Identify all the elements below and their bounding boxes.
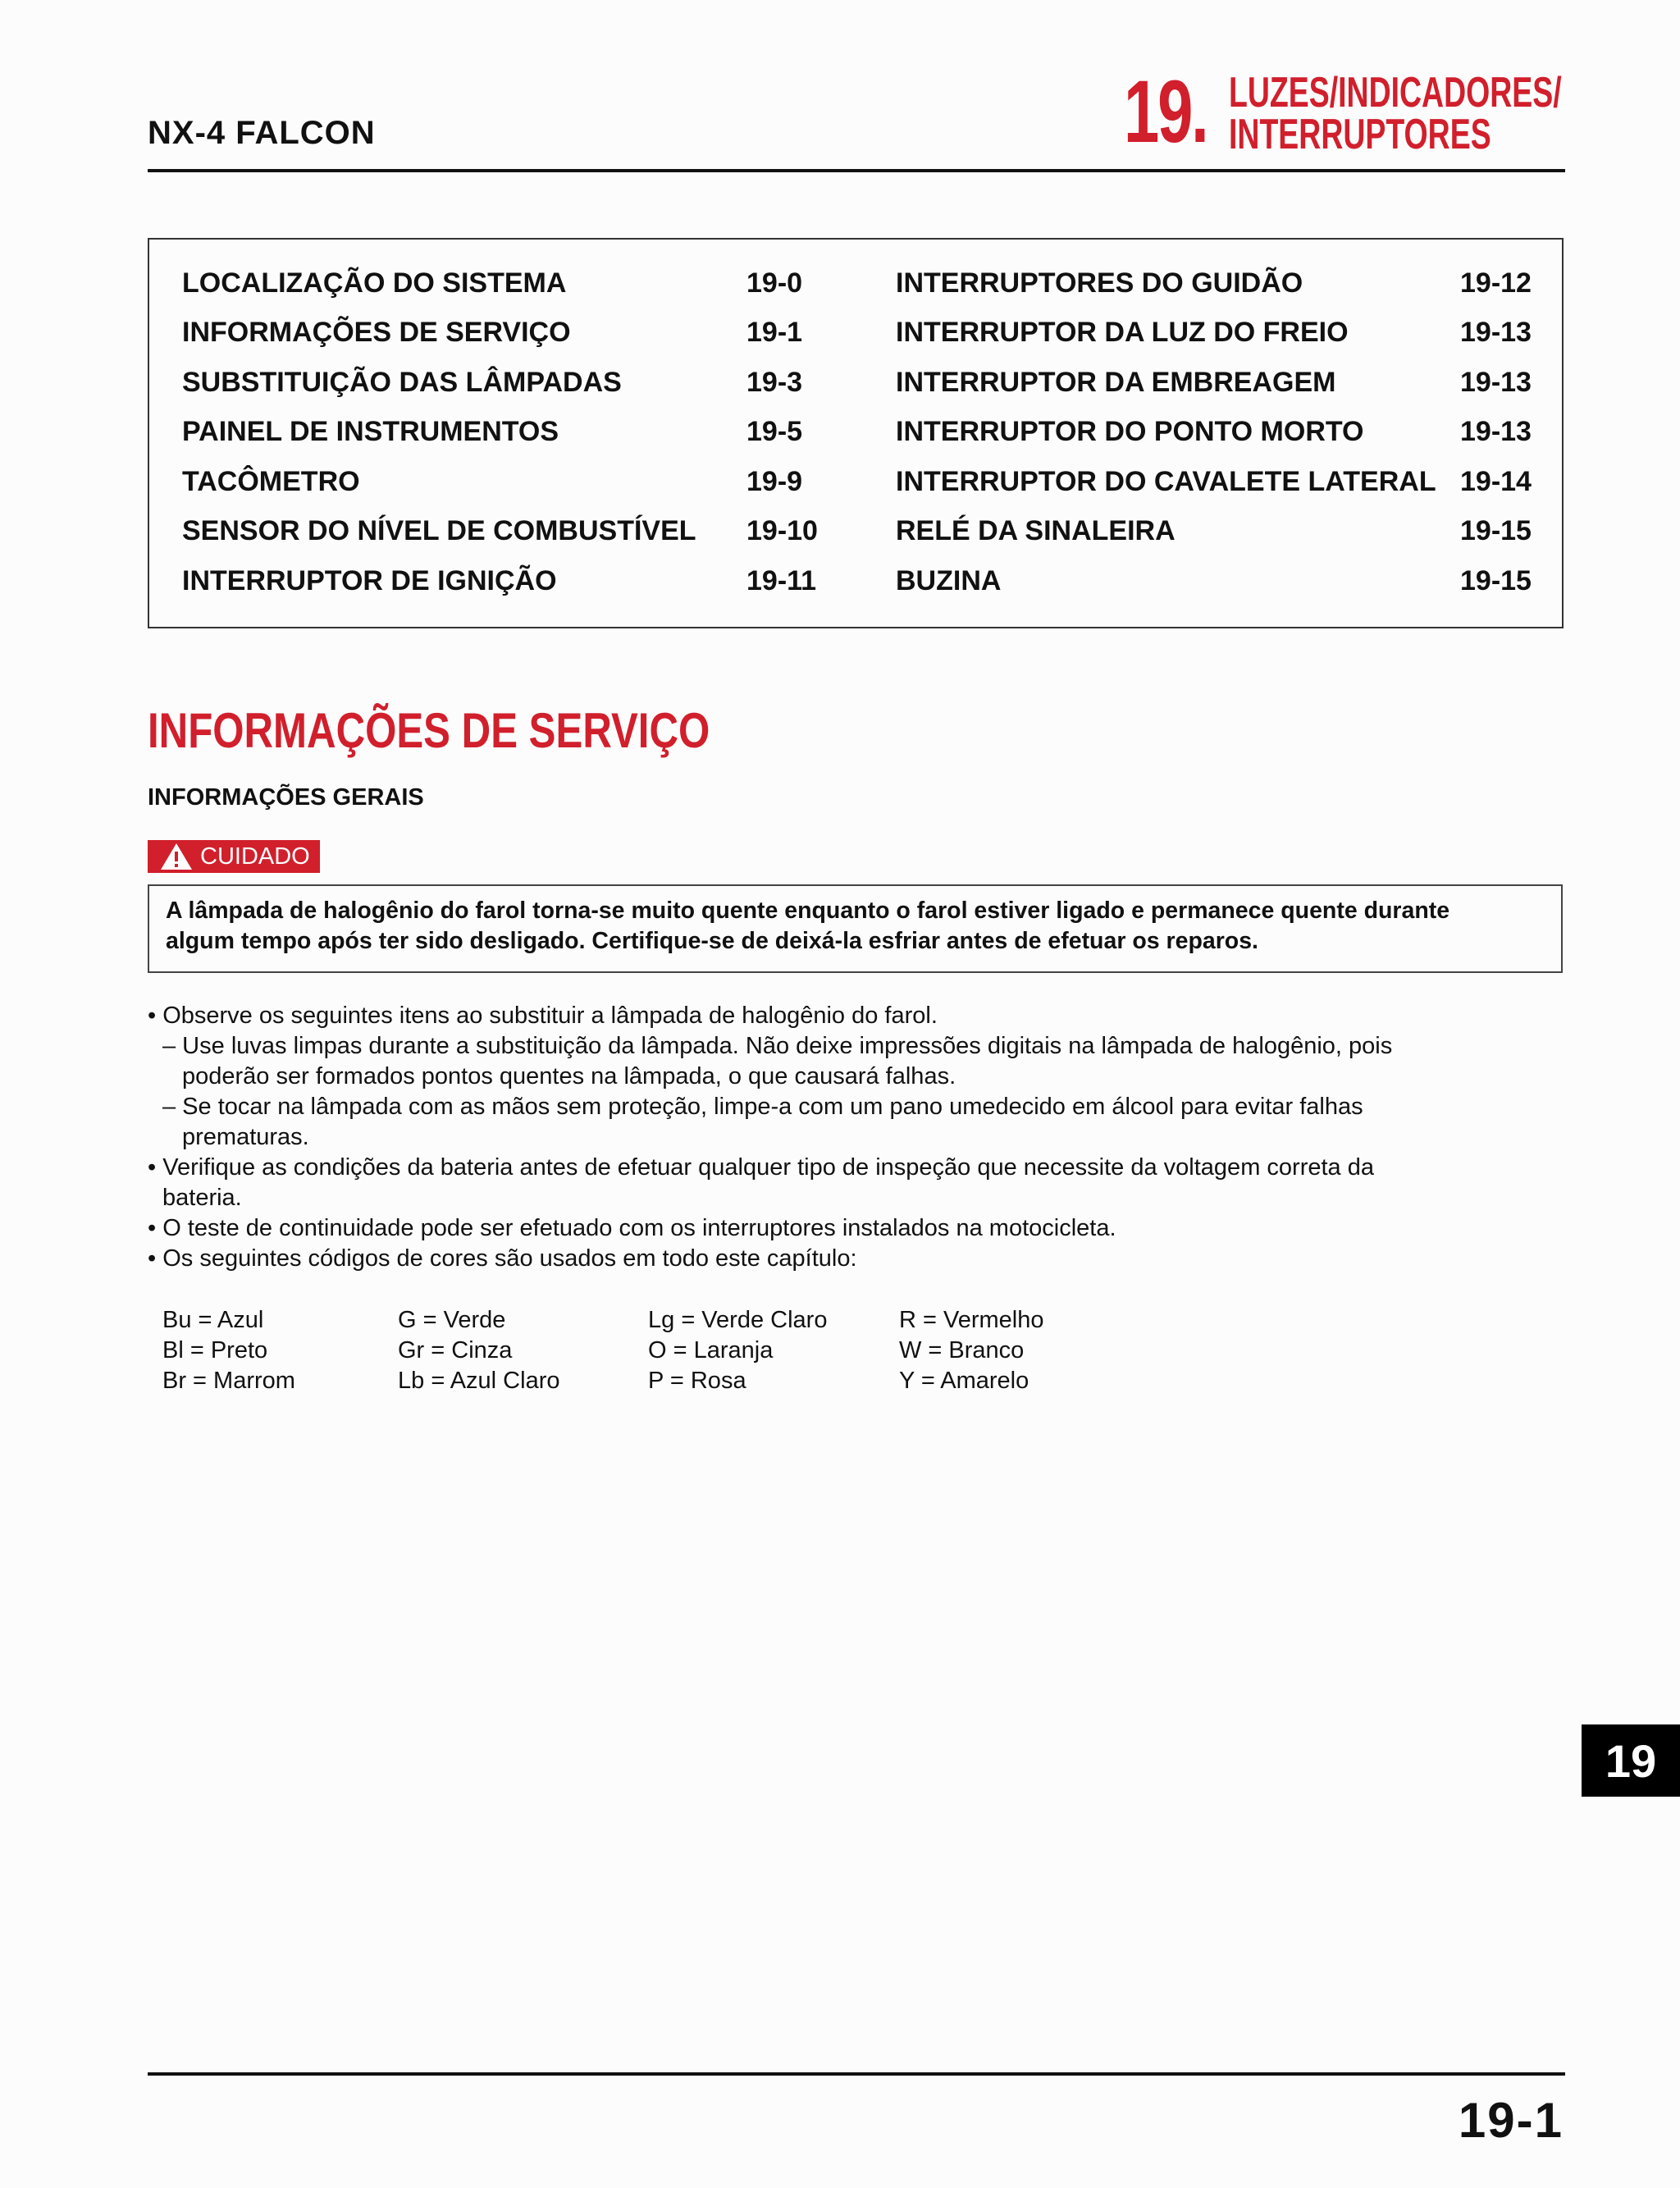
bullet-item: • Observe os seguintes itens ao substituir a lâmpada de halogênio do farol. bbox=[148, 1003, 938, 1029]
toc-item-page: 19-13 bbox=[1460, 317, 1532, 348]
toc-item-label[interactable]: INTERRUPTOR DE IGNIÇÃO bbox=[182, 565, 557, 596]
color-code: R = Vermelho bbox=[899, 1307, 1044, 1333]
toc-item-label[interactable]: LOCALIZAÇÃO DO SISTEMA bbox=[182, 267, 567, 299]
caution-box bbox=[148, 884, 1563, 973]
color-code: Lg = Verde Claro bbox=[648, 1307, 828, 1333]
color-code: Br = Marrom bbox=[162, 1368, 295, 1394]
color-code: Gr = Cinza bbox=[398, 1337, 513, 1364]
caution-label bbox=[148, 840, 320, 873]
toc-item-page: 19-13 bbox=[1460, 416, 1532, 447]
toc-item-label[interactable]: INTERRUPTOR DO CAVALETE LATERAL bbox=[896, 466, 1436, 497]
dash-item-continued: poderão ser formados pontos quentes na lâmpada, o que causará falhas. bbox=[182, 1063, 956, 1089]
color-code: Bl = Preto bbox=[162, 1337, 268, 1364]
toc-item-label[interactable]: PAINEL DE INSTRUMENTOS bbox=[182, 416, 559, 447]
toc-item-label[interactable]: INTERRUPTOR DA EMBREAGEM bbox=[896, 367, 1336, 398]
dash-item-continued: prematuras. bbox=[182, 1124, 309, 1150]
toc-item-label[interactable]: INTERRUPTORES DO GUIDÃO bbox=[896, 267, 1303, 299]
bullet-item: • O teste de continuidade pode ser efetuado com os interruptores instalados na motocicleta. bbox=[148, 1215, 1116, 1241]
caution-text: CUIDADO bbox=[200, 843, 310, 870]
chapter-side-tab[interactable]: 19 bbox=[1582, 1724, 1680, 1797]
toc-item-page: 19-0 bbox=[746, 267, 803, 299]
bullet-item: • Verifique as condições da bateria antes de efetuar qualquer tipo de inspeção que necessite da voltagem correta da bbox=[148, 1154, 1374, 1181]
toc-item-label[interactable]: INFORMAÇÕES DE SERVIÇO bbox=[182, 317, 571, 348]
warning-triangle-icon bbox=[159, 842, 194, 871]
dash-item: – Use luvas limpas durante a substituição da lâmpada. Não deixe impressões digitais na lâmpada de halogênio, pois bbox=[162, 1033, 1393, 1059]
dash-item: – Se tocar na lâmpada com as mãos sem proteção, limpe-a com um pano umedecido em álcool para evitar falhas bbox=[162, 1094, 1363, 1120]
toc-item-page: 19-14 bbox=[1460, 466, 1532, 497]
toc-item-label[interactable]: INTERRUPTOR DO PONTO MORTO bbox=[896, 416, 1364, 447]
toc-item-label[interactable]: INTERRUPTOR DA LUZ DO FREIO bbox=[896, 317, 1349, 348]
color-code: G = Verde bbox=[398, 1307, 506, 1333]
toc-item-label[interactable]: TACÔMETRO bbox=[182, 466, 360, 497]
toc-item-page: 19-15 bbox=[1460, 515, 1532, 546]
toc-item-page: 19-11 bbox=[746, 565, 817, 596]
toc-item-page: 19-3 bbox=[746, 367, 803, 398]
color-code: Y = Amarelo bbox=[899, 1368, 1029, 1394]
chapter-title: LUZES/INDICADORES/ INTERRUPTORES bbox=[1229, 69, 1562, 158]
toc-item-page: 19-15 bbox=[1460, 565, 1532, 596]
toc-item-page: 19-5 bbox=[746, 416, 803, 447]
color-code: O = Laranja bbox=[648, 1337, 774, 1364]
toc-item-page: 19-1 bbox=[746, 317, 803, 348]
color-code: P = Rosa bbox=[648, 1368, 746, 1394]
caution-line: A lâmpada de halogênio do farol torna-se muito quente enquanto o farol estiver ligado e permanece quente durante bbox=[166, 898, 1450, 924]
toc-item-label[interactable]: RELÉ DA SINALEIRA bbox=[896, 515, 1176, 546]
toc-item-page: 19-10 bbox=[746, 515, 818, 546]
toc-item-label[interactable]: SENSOR DO NÍVEL DE COMBUSTÍVEL bbox=[182, 515, 696, 546]
toc-item-label[interactable]: SUBSTITUIÇÃO DAS LÂMPADAS bbox=[182, 367, 622, 398]
model-name: NX-4 FALCON bbox=[148, 115, 376, 151]
section-heading: INFORMAÇÕES DE SERVIÇO bbox=[148, 703, 710, 758]
toc-item-page: 19-9 bbox=[746, 466, 803, 497]
table-of-contents bbox=[148, 238, 1564, 628]
toc-item-label[interactable]: BUZINA bbox=[896, 565, 1002, 596]
color-code: Bu = Azul bbox=[162, 1307, 264, 1333]
color-code: W = Branco bbox=[899, 1337, 1025, 1364]
footer-rule bbox=[148, 2072, 1565, 2076]
page-number: 19-1 bbox=[1458, 2093, 1564, 2148]
chapter-number: 19. bbox=[1124, 62, 1208, 161]
bullet-item-continued: bateria. bbox=[162, 1185, 242, 1211]
header-rule bbox=[148, 169, 1565, 172]
toc-item-page: 19-13 bbox=[1460, 367, 1532, 398]
caution-line: algum tempo após ter sido desligado. Certifique-se de deixá-la esfriar antes de efetuar os reparos. bbox=[166, 928, 1258, 954]
sub-heading: INFORMAÇÕES GERAIS bbox=[148, 784, 424, 811]
toc-item-page: 19-12 bbox=[1460, 267, 1532, 299]
bullet-item: • Os seguintes códigos de cores são usados em todo este capítulo: bbox=[148, 1245, 857, 1272]
color-code: Lb = Azul Claro bbox=[398, 1368, 560, 1394]
